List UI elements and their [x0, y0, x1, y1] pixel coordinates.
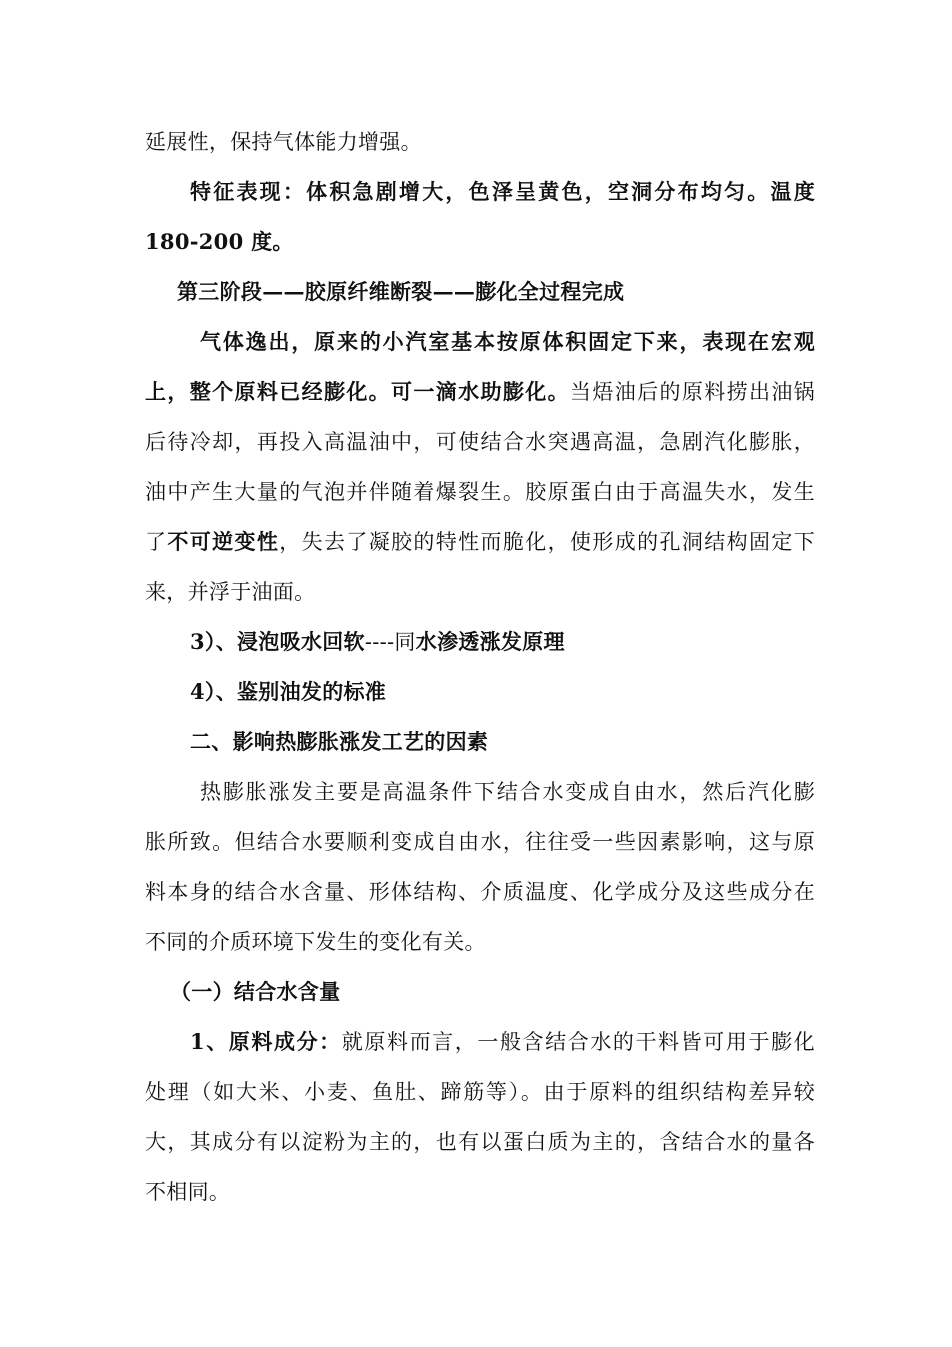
section-two-heading	[190, 727, 860, 757]
text-segment: 热膨胀涨发主要是高温条件下结合水变成自由水，然后汽化膨	[200, 780, 815, 804]
paragraph-line	[200, 327, 815, 357]
text-segment: 第三阶段——胶原纤维断裂——膨化全过程完成	[177, 279, 625, 304]
subsection-heading	[170, 977, 840, 1007]
text-segment: 大，其成分有以淀粉为主的，也有以蛋白质为主的，含结合水的量各	[145, 1130, 815, 1154]
paragraph-line	[145, 927, 815, 957]
text-segment: 上，整个原料已经膨化。可一滴水助膨化。	[145, 379, 570, 404]
text-segment: ----同	[364, 630, 416, 654]
text-segment: 不相同。	[145, 1180, 231, 1204]
stage-three-heading	[177, 277, 847, 307]
text-segment: ，失去了凝胶的特性而脆化，使形成的孔洞结构固定下	[279, 530, 815, 554]
paragraph-line	[145, 477, 815, 507]
text-segment: 二、影响热膨胀涨发工艺的因素	[190, 729, 489, 754]
paragraph-line	[145, 427, 815, 457]
paragraph-line	[145, 827, 815, 857]
paragraph-line	[200, 777, 815, 807]
text-segment: 就原料而言，一般含结合水的干料皆可用于膨化	[341, 1030, 815, 1054]
text-segment: 后待冷却，再投入高温油中，可使结合水突遇高温，急剧汽化膨胀，	[145, 430, 815, 454]
text-segment: 特征表现：体积急剧增大，色泽呈黄色，空洞分布均匀。温度	[190, 179, 815, 204]
text-segment: （一）结合水含量	[170, 979, 341, 1004]
text-segment: 不可逆变性	[167, 529, 280, 554]
text-line-1	[145, 127, 815, 157]
paragraph-line	[190, 1027, 815, 1057]
text-segment: 料本身的结合水含量、形体结构、介质温度、化学成分及这些成分在	[145, 880, 815, 904]
text-segment: 1、原料成分：	[190, 1029, 342, 1054]
text-segment: 处理（如大米、小麦、鱼肚、蹄筋等）。由于原料的组织结构差异较	[145, 1080, 815, 1104]
text-segment: 水渗透涨发原理	[415, 629, 565, 654]
paragraph-line	[145, 577, 815, 607]
paragraph-line	[145, 1077, 815, 1107]
temperature-line	[145, 227, 815, 257]
text-segment: 来，并浮于油面。	[145, 580, 316, 604]
text-segment: 不同的介质环境下发生的变化有关。	[145, 930, 486, 954]
section-4-heading	[190, 677, 860, 707]
text-segment: 3）、浸泡吸水回软	[190, 629, 365, 654]
text-segment: 了	[145, 530, 168, 554]
text-segment: 胀所致。但结合水要顺利变成自由水，往往受一些因素影响，这与原	[145, 830, 815, 854]
section-3-heading	[190, 627, 860, 657]
text-segment: 油中产生大量的气泡并伴随着爆裂生。胶原蛋白由于高温失水，发生	[145, 480, 815, 504]
feature-line	[190, 177, 815, 207]
paragraph-line	[145, 377, 815, 407]
paragraph-line	[145, 1127, 815, 1157]
text-segment: 延展性，保持气体能力增强。	[145, 130, 422, 154]
text-segment: 180-200 度。	[145, 229, 294, 254]
text-segment: 气体逸出，原来的小汽室基本按原体积固定下来，表现在宏观	[200, 329, 815, 354]
paragraph-line	[145, 877, 815, 907]
paragraph-line	[145, 527, 815, 557]
text-segment: 4）、鉴别油发的标准	[190, 679, 387, 704]
text-segment: 当焐油后的原料捞出油锅	[570, 380, 815, 404]
paragraph-line	[145, 1177, 815, 1207]
